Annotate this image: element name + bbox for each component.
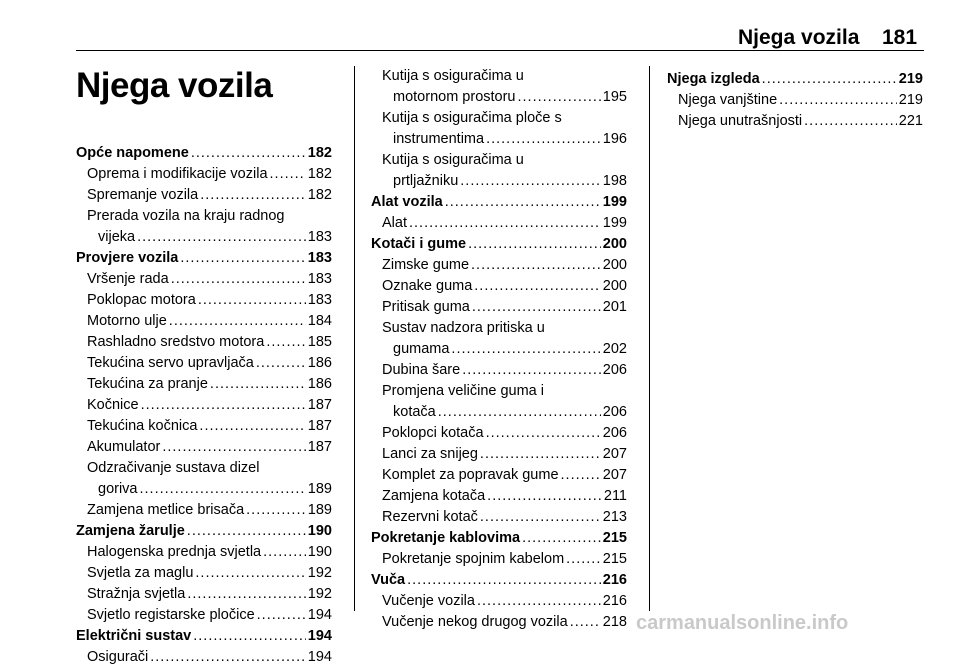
toc-entry-page: 216	[602, 593, 627, 609]
toc-entry[interactable]	[371, 465, 627, 486]
toc-section-heading-label: Vuča	[371, 572, 406, 588]
toc-entry-page: 183	[307, 229, 332, 245]
dot-leader	[195, 563, 305, 584]
toc-entry-page: 186	[307, 376, 332, 392]
toc-section-heading-page: 190	[307, 523, 332, 539]
toc-entry[interactable]	[667, 111, 923, 132]
toc-entry-label: Svjetla za maglu	[87, 565, 194, 581]
column-divider-1	[354, 66, 355, 611]
dot-leader	[198, 290, 306, 311]
toc-section-heading-page: 199	[602, 194, 627, 210]
toc-section-heading[interactable]	[76, 143, 332, 164]
dot-leader	[445, 192, 601, 213]
dot-leader	[266, 332, 305, 353]
toc-entry[interactable]	[76, 479, 332, 500]
toc-entry-page: 199	[602, 215, 627, 231]
toc-entry-label: Oprema i modifikacije vozila	[87, 166, 268, 182]
toc-entry-label: kotača	[393, 404, 436, 420]
toc-entry-page: 182	[307, 187, 332, 203]
toc-entry-label: prtljažniku	[393, 173, 459, 189]
dot-leader	[150, 647, 306, 668]
toc-entry[interactable]	[76, 332, 332, 353]
toc-entry[interactable]	[76, 542, 332, 563]
toc-entry[interactable]	[371, 402, 627, 423]
toc-entry-line[interactable]: Kutija s osiguračima ploče s	[382, 110, 562, 126]
dot-leader	[199, 416, 305, 437]
toc-entry-page: 215	[602, 551, 627, 567]
dot-leader	[171, 269, 306, 290]
dot-leader	[451, 339, 600, 360]
dot-leader	[486, 423, 601, 444]
toc-entry[interactable]	[76, 185, 332, 206]
toc-entry-page: 183	[307, 292, 332, 308]
toc-entry[interactable]	[76, 647, 332, 668]
toc-entry-page: 187	[307, 439, 332, 455]
toc-entry-page: 206	[602, 362, 627, 378]
toc-entry-page: 207	[602, 467, 627, 483]
dot-leader	[407, 570, 601, 591]
toc-entry-label: Njega vanjštine	[678, 92, 778, 108]
toc-entry[interactable]	[76, 227, 332, 248]
toc-entry-label: Njega unutrašnjosti	[678, 113, 803, 129]
dot-leader	[480, 507, 601, 528]
toc-section-heading[interactable]	[76, 521, 332, 542]
dot-leader	[187, 521, 306, 542]
toc-section-heading-label: Opće napomene	[76, 145, 189, 161]
toc-entry[interactable]	[76, 374, 332, 395]
toc-section-heading-page: 182	[307, 145, 332, 161]
toc-entry-page: 219	[898, 92, 923, 108]
toc-entry-page: 187	[307, 397, 332, 413]
toc-section-heading-label: Električni sustav	[76, 628, 192, 644]
dot-leader	[462, 360, 601, 381]
toc-entry-label: Rashladno sredstvo motora	[87, 334, 265, 350]
toc-entry-label: Spremanje vozila	[87, 187, 199, 203]
page-title: Njega vozila	[76, 66, 273, 105]
toc-entry-label: Tekućina za pranje	[87, 376, 208, 392]
toc-entry[interactable]	[371, 129, 627, 150]
toc-entry-page: 196	[602, 131, 627, 147]
toc-entry-page: 185	[307, 334, 332, 350]
toc-entry-page: 189	[307, 481, 332, 497]
toc-entry[interactable]	[76, 563, 332, 584]
toc-entry-page: 192	[307, 565, 332, 581]
dot-leader	[191, 143, 306, 164]
toc-entry-label: Pritisak guma	[382, 299, 470, 315]
toc-entry-label: Halogenska prednja svjetla	[87, 544, 262, 560]
toc-section-heading-page: 200	[602, 236, 627, 252]
toc-entry-label: Motorno ulje	[87, 313, 167, 329]
toc-section-heading[interactable]	[371, 192, 627, 213]
dot-leader	[477, 591, 601, 612]
toc-entry-page: 207	[602, 446, 627, 462]
page-number: 181	[882, 26, 918, 49]
toc-section-heading[interactable]	[371, 528, 627, 549]
toc-entry-page: 221	[898, 113, 923, 129]
column-divider-2	[649, 66, 650, 611]
toc-entry-label: Poklopac motora	[87, 292, 196, 308]
toc-entry-line[interactable]: Odzračivanje sustava dizel	[87, 460, 260, 476]
toc-entry-line[interactable]: Sustav nadzora pritiska u	[382, 320, 545, 336]
toc-entry[interactable]	[371, 297, 627, 318]
header-divider	[76, 50, 924, 51]
toc-entry-page: 200	[602, 257, 627, 273]
dot-leader	[480, 444, 601, 465]
toc-section-heading-label: Njega izgleda	[667, 71, 760, 87]
dot-leader	[180, 248, 305, 269]
toc-column-2	[371, 66, 627, 633]
dot-leader	[210, 374, 306, 395]
toc-entry[interactable]	[76, 500, 332, 521]
dot-leader	[246, 500, 306, 521]
dot-leader	[438, 402, 601, 423]
toc-section-heading-page: 219	[898, 71, 923, 87]
toc-entry[interactable]	[371, 360, 627, 381]
toc-section-heading[interactable]	[76, 248, 332, 269]
toc-section-heading[interactable]	[371, 234, 627, 255]
toc-entry-page: 206	[602, 404, 627, 420]
toc-entry-page: 187	[307, 418, 332, 434]
toc-section-heading-page: 183	[307, 250, 332, 266]
toc-section-heading-label: Zamjena žarulje	[76, 523, 185, 539]
toc-entry[interactable]	[76, 395, 332, 416]
toc-entry-page: 201	[602, 299, 627, 315]
toc-entry[interactable]	[76, 311, 332, 332]
toc-entry[interactable]	[371, 444, 627, 465]
dot-leader	[409, 213, 601, 234]
toc-entry[interactable]	[76, 290, 332, 311]
dot-leader	[486, 129, 601, 150]
toc-entry[interactable]	[371, 549, 627, 570]
toc-entry-label: Svjetlo registarske pločice	[87, 607, 255, 623]
toc-entry-line[interactable]: Prerada vozila na kraju radnog	[87, 208, 285, 224]
toc-entry-label: instrumentima	[393, 131, 485, 147]
toc-section-heading-page: 194	[307, 628, 332, 644]
toc-entry-label: Poklopci kotača	[382, 425, 484, 441]
toc-entry[interactable]	[76, 605, 332, 626]
toc-entry-page: 182	[307, 166, 332, 182]
toc-entry-label: Stražnja svjetla	[87, 586, 186, 602]
dot-leader	[200, 185, 306, 206]
dot-leader	[187, 584, 305, 605]
toc-entry-label: Alat	[382, 215, 407, 231]
dot-leader	[522, 528, 601, 549]
dot-leader	[762, 69, 897, 90]
dot-leader	[487, 486, 602, 507]
dot-leader	[570, 612, 601, 633]
toc-entry-page: 190	[307, 544, 332, 560]
toc-entry[interactable]	[76, 437, 332, 458]
watermark: carmanualsonline.info	[636, 612, 849, 634]
toc-entry[interactable]	[371, 213, 627, 234]
dot-leader	[257, 605, 306, 626]
toc-entry[interactable]	[371, 171, 627, 192]
toc-entry-label: motornom prostoru	[393, 89, 516, 105]
toc-entry[interactable]	[371, 612, 627, 633]
toc-entry-page: 194	[307, 607, 332, 623]
toc-entry-page: 211	[603, 488, 627, 504]
dot-leader	[137, 227, 306, 248]
toc-entry-page: 213	[602, 509, 627, 525]
dot-leader	[779, 90, 897, 111]
dot-leader	[804, 111, 897, 132]
toc-section-heading[interactable]	[371, 570, 627, 591]
dot-leader	[193, 626, 306, 647]
toc-entry-line[interactable]: Promjena veličine guma i	[382, 383, 544, 399]
toc-column-3	[667, 69, 923, 132]
toc-section-heading-label: Alat vozila	[371, 194, 443, 210]
dot-leader	[162, 437, 305, 458]
toc-entry[interactable]	[76, 164, 332, 185]
toc-entry-label: Vršenje rada	[87, 271, 169, 287]
dot-leader	[561, 465, 601, 486]
toc-entry-label: Kočnice	[87, 397, 139, 413]
toc-section-heading-page: 215	[602, 530, 627, 546]
toc-entry-page: 206	[602, 425, 627, 441]
toc-entry-label: Akumulator	[87, 439, 161, 455]
toc-section-heading-label: Kotači i gume	[371, 236, 467, 252]
toc-entry-label: Osigurači	[87, 649, 149, 665]
toc-entry[interactable]	[371, 507, 627, 528]
toc-entry-label: goriva	[98, 481, 138, 497]
running-header-title: Njega vozila	[738, 26, 860, 49]
toc-section-heading-label: Provjere vozila	[76, 250, 179, 266]
dot-leader	[141, 395, 306, 416]
toc-entry[interactable]	[667, 90, 923, 111]
toc-entry-label: Komplet za popravak gume	[382, 467, 559, 483]
dot-leader	[270, 164, 306, 185]
dot-leader	[472, 297, 601, 318]
dot-leader	[169, 311, 306, 332]
toc-entry[interactable]	[371, 87, 627, 108]
toc-section-heading-label: Pokretanje kablovima	[371, 530, 521, 546]
toc-entry-label: Zamjena metlice brisača	[87, 502, 245, 518]
toc-entry-label: Zamjena kotača	[382, 488, 486, 504]
toc-entry-label: Vučenje nekog drugog vozila	[382, 614, 568, 630]
toc-entry[interactable]	[371, 276, 627, 297]
toc-entry[interactable]	[371, 423, 627, 444]
toc-entry[interactable]	[76, 269, 332, 290]
toc-section-heading[interactable]	[76, 626, 332, 647]
toc-entry-page: 200	[602, 278, 627, 294]
toc-entry[interactable]	[371, 591, 627, 612]
toc-entry[interactable]	[371, 255, 627, 276]
toc-entry[interactable]	[371, 486, 627, 507]
toc-entry-page: 189	[307, 502, 332, 518]
dot-leader	[256, 353, 306, 374]
toc-entry-label: Pokretanje spojnim kabelom	[382, 551, 565, 567]
toc-entry-line[interactable]: Kutija s osiguračima u	[382, 68, 524, 84]
toc-entry[interactable]	[76, 416, 332, 437]
toc-entry-label: Tekućina servo upravljača	[87, 355, 254, 371]
toc-entry-page: 184	[307, 313, 332, 329]
toc-entry-line[interactable]: Kutija s osiguračima u	[382, 152, 524, 168]
toc-entry[interactable]	[76, 584, 332, 605]
dot-leader	[460, 171, 601, 192]
toc-entry-page: 195	[602, 89, 627, 105]
dot-leader	[140, 479, 306, 500]
toc-entry-label: vijeka	[98, 229, 136, 245]
toc-entry-page: 192	[307, 586, 332, 602]
toc-entry-page: 194	[307, 649, 332, 665]
dot-leader	[471, 255, 601, 276]
toc-section-heading-page: 216	[602, 572, 627, 588]
toc-entry-label: Dubina šare	[382, 362, 461, 378]
toc-entry-page: 198	[602, 173, 627, 189]
toc-column-1	[76, 143, 332, 668]
toc-entry-page: 218	[602, 614, 627, 630]
dot-leader	[474, 276, 601, 297]
toc-entry-page: 186	[307, 355, 332, 371]
toc-entry[interactable]	[76, 353, 332, 374]
toc-section-heading[interactable]	[667, 69, 923, 90]
toc-entry-page: 202	[602, 341, 627, 357]
toc-entry-label: Vučenje vozila	[382, 593, 475, 609]
dot-leader	[263, 542, 306, 563]
dot-leader	[468, 234, 601, 255]
dot-leader	[566, 549, 601, 570]
toc-entry[interactable]	[371, 339, 627, 360]
toc-entry-label: Tekućina kočnica	[87, 418, 198, 434]
toc-entry-label: gumama	[393, 341, 450, 357]
toc-entry-label: Oznake guma	[382, 278, 473, 294]
toc-entry-page: 183	[307, 271, 332, 287]
toc-entry-label: Rezervni kotač	[382, 509, 478, 525]
dot-leader	[518, 87, 601, 108]
toc-entry-label: Zimske gume	[382, 257, 470, 273]
toc-entry-label: Lanci za snijeg	[382, 446, 478, 462]
